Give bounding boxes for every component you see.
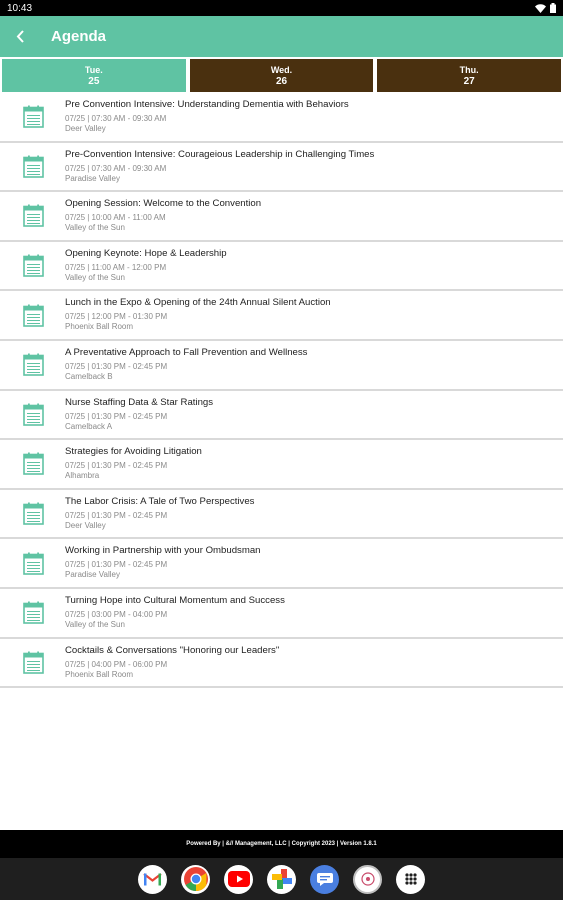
calendar-icon bbox=[23, 304, 44, 327]
agenda-item-time: 07/25 | 07:30 AM - 09:30 AM bbox=[65, 163, 167, 173]
agenda-list bbox=[0, 93, 563, 688]
calendar-icon bbox=[23, 552, 44, 575]
agenda-item-time: 07/25 | 03:00 PM - 04:00 PM bbox=[65, 609, 168, 619]
calendar-icon bbox=[23, 403, 44, 426]
calendar-icon bbox=[23, 353, 44, 376]
app-icon[interactable] bbox=[353, 865, 382, 894]
photos-icon[interactable] bbox=[267, 865, 296, 894]
tab-day-label: Wed. bbox=[270, 64, 293, 75]
agenda-item[interactable] bbox=[0, 93, 563, 143]
agenda-item[interactable] bbox=[0, 192, 563, 242]
agenda-item-time: 07/25 | 01:30 PM - 02:45 PM bbox=[65, 411, 168, 421]
status-time: 10:43 bbox=[7, 2, 33, 14]
footer-text: Powered By | &// Management, LLC | Copyright 2023 | Version 1.8.1 bbox=[186, 841, 377, 847]
agenda-item-room: Valley of the Sun bbox=[65, 223, 125, 233]
agenda-item-title: Strategies for Avoiding Litigation bbox=[65, 446, 202, 458]
tab-wed[interactable] bbox=[190, 59, 374, 92]
agenda-item-title: Lunch in the Expo & Opening of the 24th Annual Silent Auction bbox=[65, 297, 331, 309]
footer-bar bbox=[0, 830, 563, 858]
agenda-item[interactable] bbox=[0, 242, 563, 292]
agenda-item-room: Valley of the Sun bbox=[65, 619, 125, 629]
app-bar bbox=[0, 16, 563, 57]
agenda-item[interactable] bbox=[0, 539, 563, 589]
agenda-item-room: Paradise Valley bbox=[65, 173, 120, 183]
status-icons bbox=[535, 3, 556, 13]
battery-icon bbox=[550, 3, 556, 13]
calendar-icon bbox=[23, 601, 44, 624]
calendar-icon bbox=[23, 254, 44, 277]
calendar-icon bbox=[23, 502, 44, 525]
agenda-item-title: Working in Partnership with your Ombudsman bbox=[65, 545, 261, 557]
tab-day-label: Thu. bbox=[459, 64, 479, 75]
calendar-icon bbox=[23, 204, 44, 227]
agenda-item-title: A Preventative Approach to Fall Prevention and Wellness bbox=[65, 346, 308, 358]
agenda-item-time: 07/25 | 12:00 PM - 01:30 PM bbox=[65, 312, 168, 322]
agenda-item-time: 07/25 | 01:30 PM - 02:45 PM bbox=[65, 461, 168, 471]
calendar-icon bbox=[23, 651, 44, 674]
agenda-item-time: 07/25 | 10:00 AM - 11:00 AM bbox=[65, 213, 166, 223]
agenda-item-title: Opening Keynote: Hope & Leadership bbox=[65, 247, 227, 259]
agenda-item-time: 07/25 | 01:30 PM - 02:45 PM bbox=[65, 560, 168, 570]
agenda-item[interactable] bbox=[0, 391, 563, 441]
calendar-icon bbox=[23, 105, 44, 128]
agenda-item-room: Alhambra bbox=[65, 471, 100, 481]
tab-day-label: Tue. bbox=[84, 64, 103, 75]
agenda-item-room: Deer Valley bbox=[65, 520, 106, 530]
agenda-item-title: Nurse Staffing Data & Star Ratings bbox=[65, 396, 214, 408]
tab-thu[interactable] bbox=[377, 59, 561, 92]
messages-icon[interactable] bbox=[310, 865, 339, 894]
back-arrow-icon bbox=[16, 30, 25, 43]
agenda-item-title: Pre-Convention Intensive: Courageious Leadership in Challenging Times bbox=[65, 148, 375, 160]
tab-tue[interactable] bbox=[2, 59, 186, 92]
agenda-item-time: 07/25 | 01:30 PM - 02:45 PM bbox=[65, 361, 168, 371]
agenda-item-room: Phoenix Ball Room bbox=[65, 669, 134, 679]
agenda-item-title: Opening Session: Welcome to the Convention bbox=[65, 198, 262, 210]
status-bar bbox=[0, 0, 563, 16]
agenda-item[interactable] bbox=[0, 589, 563, 639]
agenda-item[interactable] bbox=[0, 291, 563, 341]
back-button[interactable] bbox=[0, 16, 40, 57]
chrome-icon[interactable] bbox=[181, 865, 210, 894]
agenda-item-time: 07/25 | 11:00 AM - 12:00 PM bbox=[65, 262, 167, 272]
agenda-item-title: The Labor Crisis: A Tale of Two Perspectives bbox=[65, 495, 255, 507]
agenda-item-room: Paradise Valley bbox=[65, 570, 120, 580]
agenda-item[interactable] bbox=[0, 490, 563, 540]
app-drawer-icon[interactable] bbox=[396, 865, 425, 894]
tab-date-label: 25 bbox=[88, 75, 100, 87]
agenda-item-title: Turning Hope into Cultural Momentum and Success bbox=[65, 594, 285, 606]
agenda-item-time: 07/25 | 04:00 PM - 06:00 PM bbox=[65, 659, 168, 669]
agenda-item-title: Cocktails & Conversations "Honoring our Leaders" bbox=[65, 644, 280, 656]
agenda-item[interactable] bbox=[0, 440, 563, 490]
agenda-item-room: Deer Valley bbox=[65, 124, 106, 133]
tab-date-label: 27 bbox=[463, 75, 475, 87]
agenda-item-time: 07/25 | 07:30 AM - 09:30 AM bbox=[65, 114, 167, 123]
agenda-item-room: Camelback B bbox=[65, 371, 113, 381]
agenda-item-room: Valley of the Sun bbox=[65, 272, 125, 282]
app-dock bbox=[0, 858, 563, 900]
page-title: Agenda bbox=[51, 28, 107, 45]
agenda-item[interactable] bbox=[0, 341, 563, 391]
tab-date-label: 26 bbox=[275, 75, 288, 87]
calendar-icon bbox=[23, 452, 44, 475]
agenda-item-time: 07/25 | 01:30 PM - 02:45 PM bbox=[65, 510, 168, 520]
agenda-item-room: Phoenix Ball Room bbox=[65, 322, 134, 332]
day-tabs bbox=[0, 57, 563, 93]
gmail-icon[interactable] bbox=[138, 865, 167, 894]
calendar-icon bbox=[23, 155, 44, 178]
agenda-item[interactable] bbox=[0, 143, 563, 193]
agenda-item-room: Camelback A bbox=[65, 421, 113, 431]
agenda-item-title: Pre Convention Intensive: Understanding Dementia with Behaviors bbox=[65, 99, 349, 110]
youtube-icon[interactable] bbox=[224, 865, 253, 894]
wifi-icon bbox=[535, 4, 546, 13]
agenda-item[interactable] bbox=[0, 639, 563, 689]
